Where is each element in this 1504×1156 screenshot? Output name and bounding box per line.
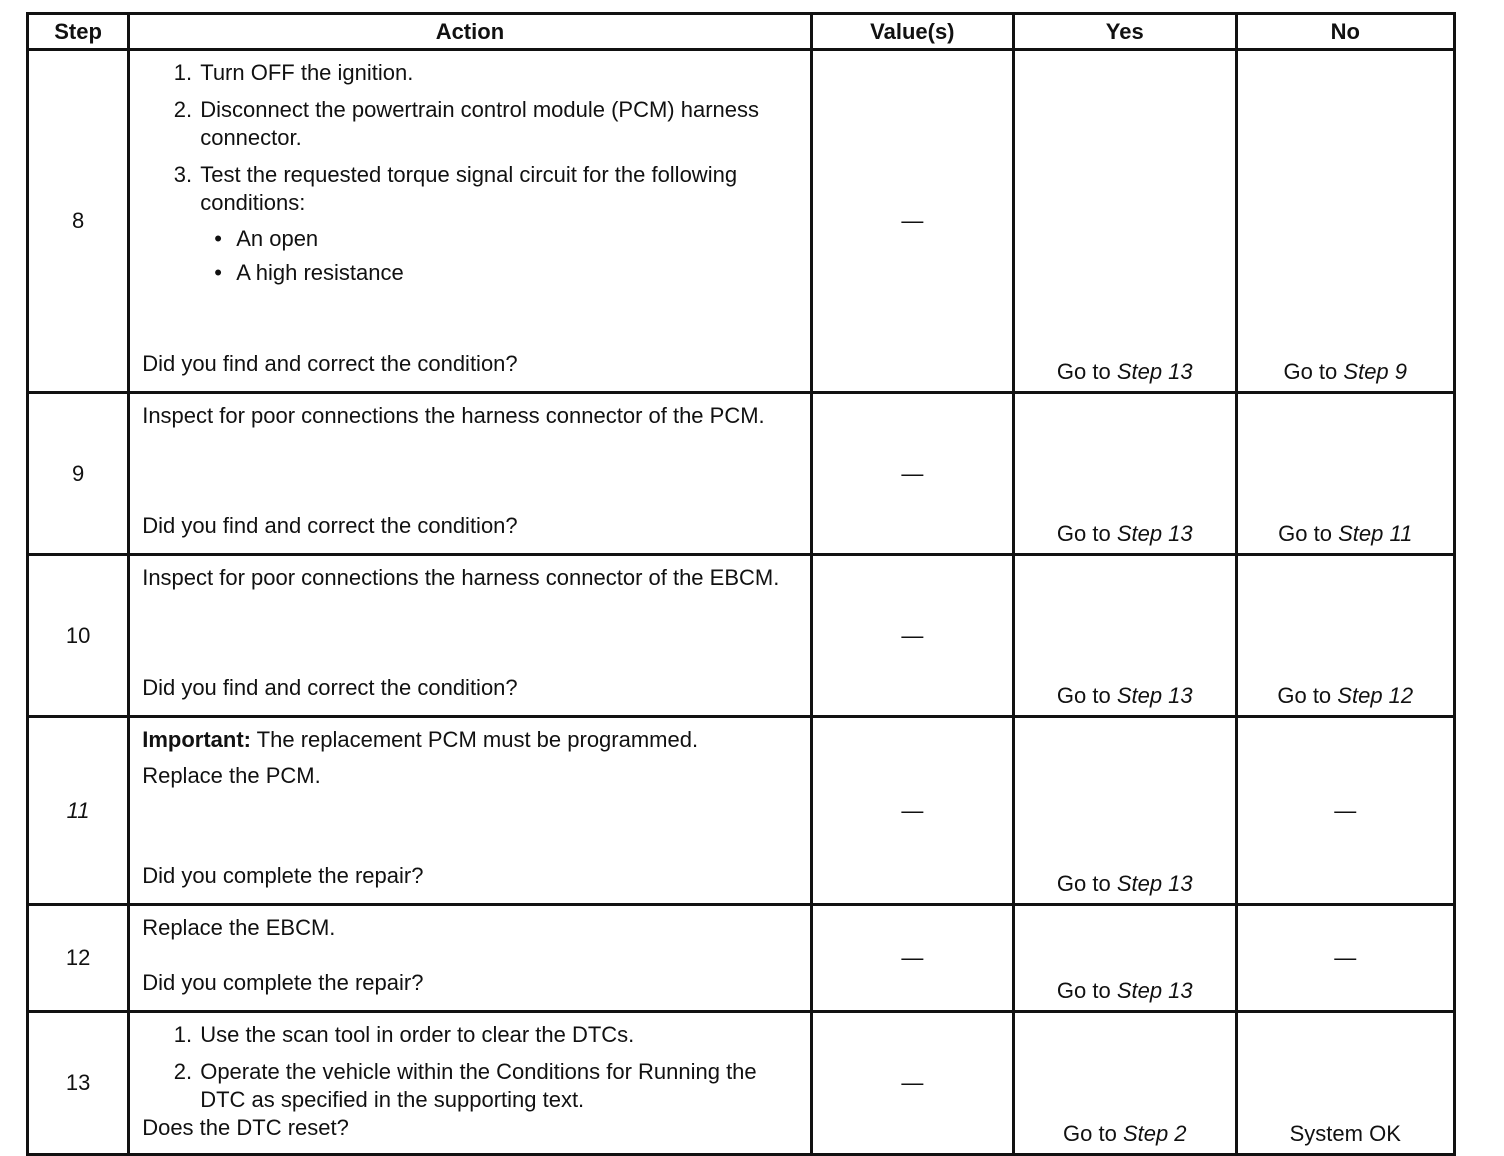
table-row (28, 555, 1455, 717)
step-number: 11 (28, 717, 129, 905)
action-question: Did you find and correct the condition? (142, 675, 518, 700)
action-question: Did you complete the repair? (142, 863, 424, 888)
no-cell: — (1236, 717, 1455, 905)
action-question: Does the DTC reset? (142, 1115, 349, 1140)
table-row (28, 905, 1455, 1012)
important-note (142, 726, 799, 754)
bullet-item: • An open (212, 225, 799, 253)
important-label: Important: (142, 727, 251, 752)
diagnostic-table (26, 12, 1456, 1156)
header-row (28, 14, 1455, 50)
step-number: 9 (28, 393, 129, 555)
header-step: Step (28, 14, 129, 50)
yes-cell (1014, 1012, 1236, 1155)
yes-cell (1014, 717, 1236, 905)
important-text: The replacement PCM must be programmed. (250, 727, 699, 752)
step-number: 8 (28, 50, 129, 393)
yes-cell (1014, 905, 1236, 1012)
goto-prefix: Go to (1277, 683, 1332, 708)
header-yes: Yes (1014, 14, 1236, 50)
goto-prefix: Go to (1056, 683, 1111, 708)
action-question: Did you complete the repair? (142, 970, 424, 995)
goto-prefix: Go to (1056, 978, 1111, 1003)
header-action: Action (129, 14, 811, 50)
table-row (28, 1012, 1455, 1155)
action-text: Replace the PCM. (142, 763, 321, 788)
goto-step-link: Step 12 (1337, 683, 1414, 708)
goto-prefix: Go to (1056, 359, 1111, 384)
action-cell (129, 905, 811, 1012)
action-cell (129, 1012, 811, 1155)
value-cell: — (811, 50, 1013, 393)
no-cell (1236, 50, 1455, 393)
step-number: 12 (28, 905, 129, 1012)
goto-prefix: Go to (1063, 1121, 1117, 1146)
list-item: 2. Disconnect the powertrain control module (PCM) harness connector. (198, 96, 799, 152)
goto-step-link: Step 11 (1338, 521, 1413, 546)
condition-bullets (200, 225, 799, 287)
list-item: 1. Use the scan tool in order to clear the DTCs. (198, 1021, 799, 1049)
header-values: Value(s) (811, 14, 1013, 50)
goto-prefix: Go to (1056, 521, 1111, 546)
goto-step-link: Step 13 (1116, 359, 1193, 384)
list-item: 2. Operate the vehicle within the Conditions for Running the DTC as specified in the supporting text. (198, 1058, 799, 1114)
value-cell: — (811, 1012, 1013, 1155)
action-cell (129, 717, 811, 905)
goto-step-link: Step 13 (1116, 683, 1193, 708)
table-row (28, 717, 1455, 905)
value-cell: — (811, 717, 1013, 905)
action-text: Replace the EBCM. (142, 915, 336, 940)
step-number: 13 (28, 1012, 129, 1155)
goto-step-link: Step 13 (1116, 521, 1193, 546)
step-number: 10 (28, 555, 129, 717)
no-cell: System OK (1236, 1012, 1455, 1155)
action-cell (129, 393, 811, 555)
yes-cell (1014, 555, 1236, 717)
goto-step-link: Step 13 (1116, 978, 1193, 1003)
action-question: Did you find and correct the condition? (142, 513, 518, 538)
action-steps-list (142, 1021, 799, 1114)
header-no: No (1236, 14, 1455, 50)
goto-step-link: Step 13 (1116, 871, 1193, 896)
action-text: Inspect for poor connections the harness connector of the PCM. (142, 403, 765, 428)
list-item: 1. Turn OFF the ignition. (198, 59, 799, 87)
goto-prefix: Go to (1283, 359, 1338, 384)
goto-step-link: Step 9 (1343, 359, 1408, 384)
bullet-item: • A high resistance (212, 259, 799, 287)
goto-prefix: Go to (1278, 521, 1332, 546)
action-steps-list (142, 59, 799, 287)
value-cell: — (811, 555, 1013, 717)
yes-cell (1014, 393, 1236, 555)
no-cell (1236, 393, 1455, 555)
no-cell (1236, 555, 1455, 717)
action-text: Inspect for poor connections the harness connector of the EBCM. (142, 565, 780, 590)
goto-prefix: Go to (1056, 871, 1111, 896)
value-cell: — (811, 393, 1013, 555)
table-row (28, 393, 1455, 555)
value-cell: — (811, 905, 1013, 1012)
list-item (198, 161, 799, 287)
no-cell: — (1236, 905, 1455, 1012)
action-cell (129, 555, 811, 717)
action-question: Did you find and correct the condition? (142, 351, 518, 376)
yes-cell (1014, 50, 1236, 393)
action-cell (129, 50, 811, 393)
list-item-text: Test the requested torque signal circuit for the following conditions: (200, 162, 738, 215)
goto-step-link: Step 2 (1122, 1121, 1187, 1146)
table-row (28, 50, 1455, 393)
